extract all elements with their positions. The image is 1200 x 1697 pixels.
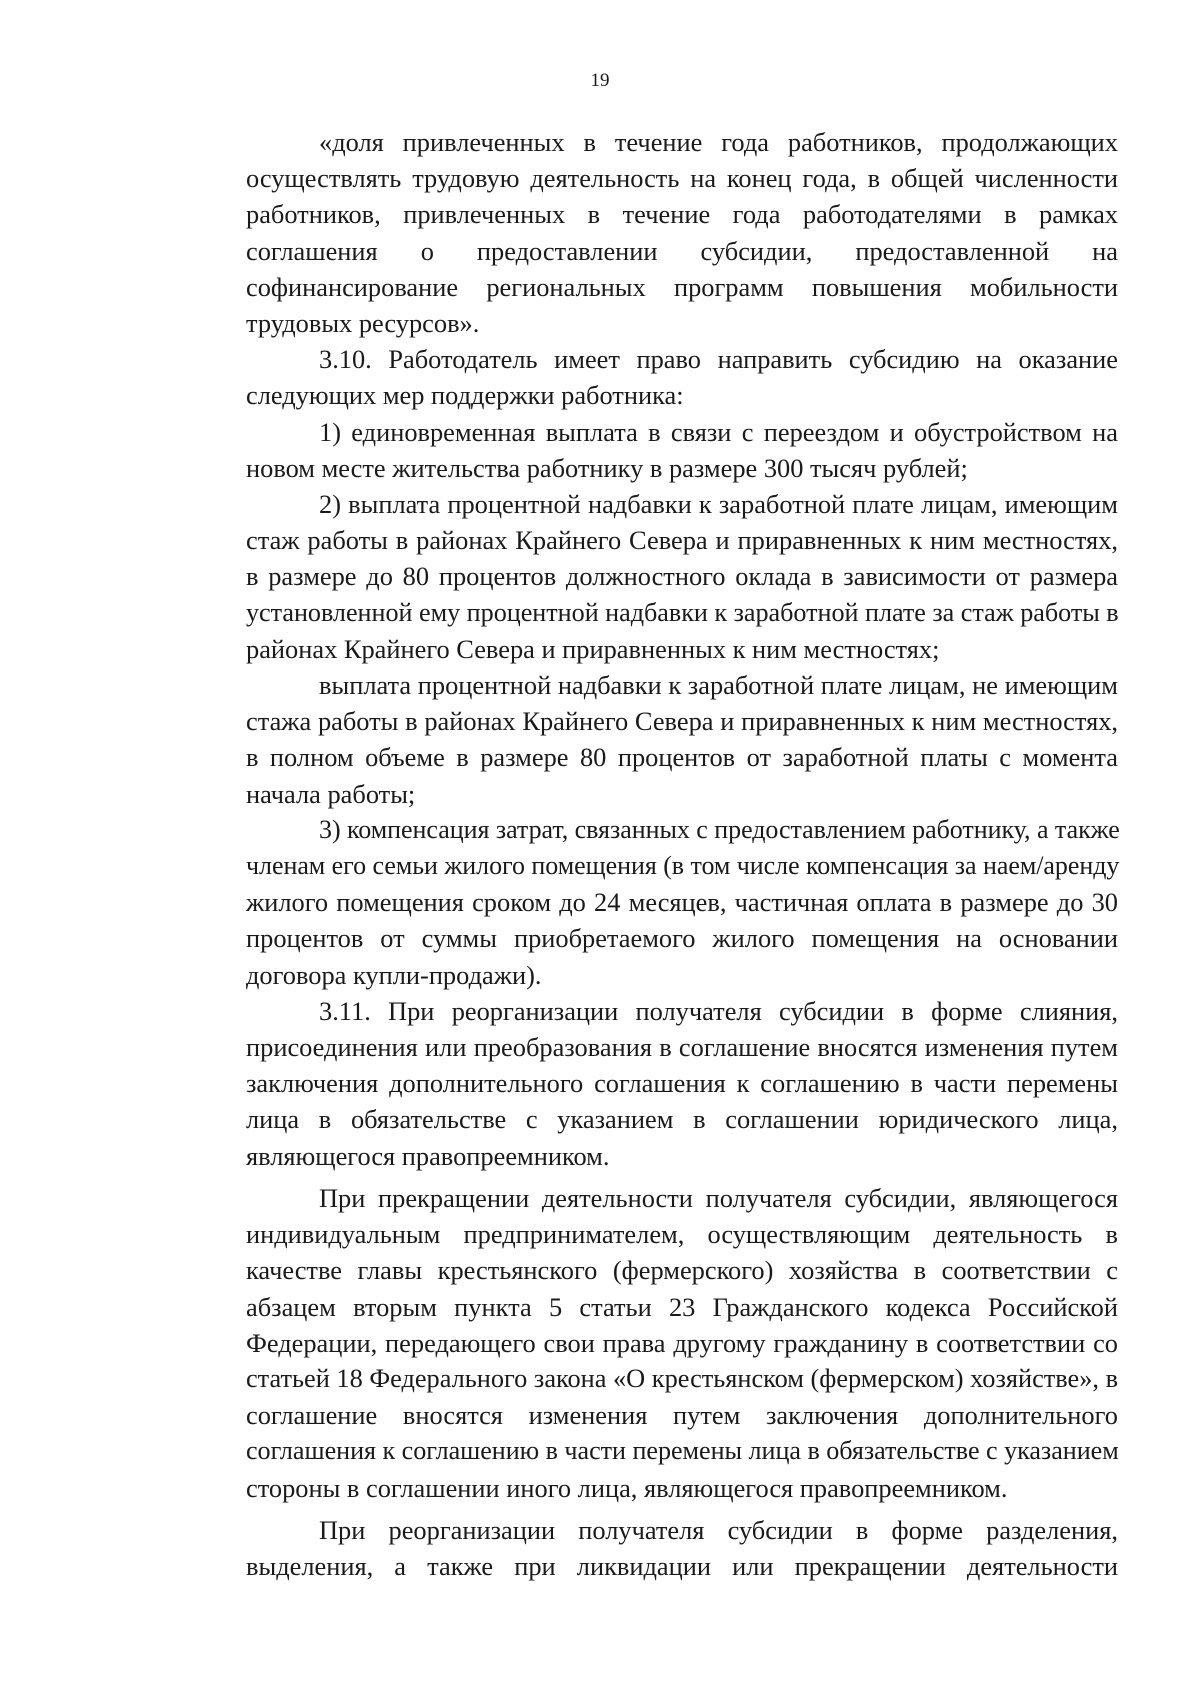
text-line: соглашения к соглашению в части перемены лица в обязательстве с указанием <box>246 1436 1119 1466</box>
text-line: установленной ему процентной надбавки к заработной плате за стаж работы в <box>246 597 1119 627</box>
paragraph-item-3 <box>173 812 1118 993</box>
text-line: стажа работы в районах Крайнего Севера и приравненных к ним местностях, <box>246 706 1118 737</box>
page-number: 19 <box>590 70 610 91</box>
text-line: индивидуальным предпринимателем, осуществляющим деятельность в <box>246 1219 1118 1250</box>
text-line: При реорганизации получателя субсидии в форме разделения, <box>319 1514 1118 1545</box>
text-line: качестве главы крестьянского (фермерского) хозяйства в соответствии с <box>246 1255 1118 1286</box>
text-line: работников, привлеченных в течение года работодателями в рамках <box>246 199 1118 230</box>
paragraph-clause-3-11 <box>173 993 1118 1174</box>
text-line: 3.11. При реорганизации получателя субсидии в форме слияния, <box>319 995 1118 1026</box>
text-line: жилого помещения сроком до 24 месяцев, частичная оплата в размере до 30 <box>246 887 1118 918</box>
text-line: следующих мер поддержки работника: <box>246 380 684 411</box>
text-line: новом месте жительства работнику в размере 300 тысяч рублей; <box>246 452 968 483</box>
text-line: 3.10. Работодатель имеет право направить субсидию на оказание <box>319 344 1118 375</box>
text-line: статьей 18 Федерального закона «О крестьянском (фермерском) хозяйстве», в <box>246 1363 1118 1393</box>
document-body <box>173 124 1118 1584</box>
text-line: членам его семьи жилого помещения (в том числе компенсация за наем/аренду <box>246 851 1120 881</box>
text-line: заключения дополнительного соглашения к соглашению в части перемены <box>246 1068 1118 1099</box>
text-line: При прекращении деятельности получателя субсидии, являющегося <box>319 1182 1118 1213</box>
text-line: договора купли-продажи). <box>246 959 542 990</box>
text-line: районах Крайнего Севера и приравненных к ним местностях; <box>246 633 940 664</box>
text-line: начала работы; <box>246 778 416 809</box>
text-line: трудовых ресурсов». <box>246 308 480 339</box>
text-line: присоединения или преобразования в соглашение вносятся изменения путем <box>246 1032 1118 1063</box>
paragraph-division-reorganization <box>173 1512 1118 1584</box>
paragraph-clause-3-10 <box>173 341 1118 413</box>
text-line: в полном объеме в размере 80 процентов от заработной платы с момента <box>246 742 1118 773</box>
text-line: выделения, а также при ликвидации или прекращении деятельности <box>246 1550 1118 1581</box>
text-line: «доля привлеченных в течение года работников, продолжающих <box>319 127 1118 157</box>
paragraph-indicator-definition <box>173 124 1118 341</box>
text-line: процентов от суммы приобретаемого жилого помещения на основании <box>246 923 1118 954</box>
text-line: 3) компенсация затрат, связанных с предоставлением работнику, а также <box>319 814 1120 844</box>
paragraph-item-2-continued <box>173 667 1118 812</box>
text-line: лица в обязательстве с указанием в соглашении юридического лица, <box>246 1104 1118 1135</box>
text-line: осуществлять трудовую деятельность на конец года, в общей численности <box>246 163 1118 194</box>
text-line: являющегося правопреемником. <box>246 1140 610 1171</box>
text-line: софинансирование региональных программ повышения мобильности <box>246 271 1118 302</box>
paragraph-item-1 <box>173 414 1118 486</box>
text-line: 1) единовременная выплата в связи с переездом и обустройством на <box>319 416 1118 447</box>
text-line: выплата процентной надбавки к заработной плате лицам, не имеющим <box>319 670 1118 701</box>
text-line: стороны в соглашении иного лица, являющегося правопреемником. <box>246 1472 1008 1503</box>
paragraph-item-2 <box>173 486 1118 667</box>
text-line: соглашения о предоставлении субсидии, предоставленной на <box>246 235 1118 266</box>
text-line: Федерации, передающего свои права другому гражданину в соответствии со <box>246 1327 1118 1358</box>
text-line: соглашение вносятся изменения путем заключения дополнительного <box>246 1400 1118 1431</box>
text-line: в размере до 80 процентов должностного оклада в зависимости от размера <box>246 561 1118 592</box>
text-line: 2) выплата процентной надбавки к заработной плате лицам, имеющим <box>319 489 1118 520</box>
text-line: абзацем вторым пункта 5 статьи 23 Гражданского кодекса Российской <box>246 1291 1118 1322</box>
text-line: стаж работы в районах Крайнего Севера и приравненных к ним местностях, <box>246 525 1118 556</box>
paragraph-farm-termination <box>173 1180 1118 1506</box>
